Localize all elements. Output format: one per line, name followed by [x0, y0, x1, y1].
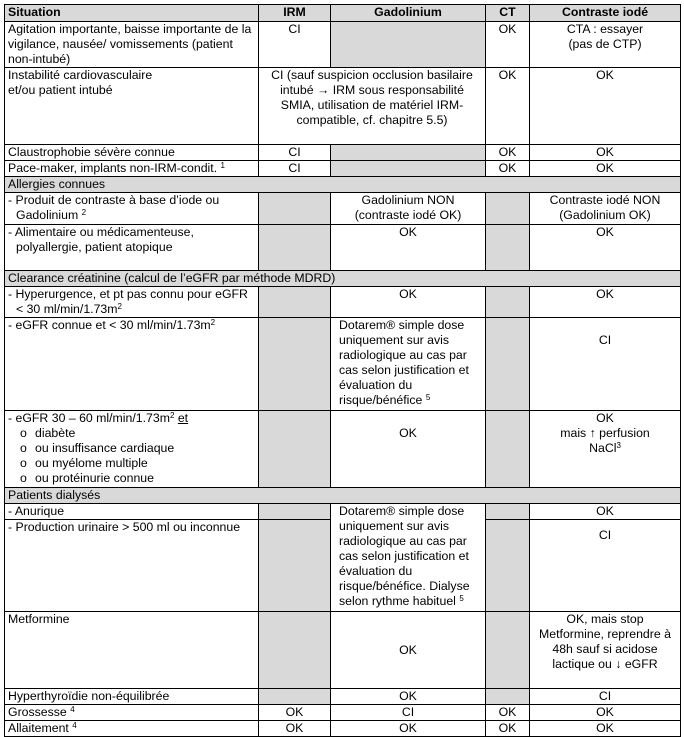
gadolinium-cell: OK: [331, 287, 486, 318]
table-row: [5, 411, 681, 488]
situation-cell: Agitation importante, baisse importante de la vigilance, nausée/ vomissements (patient non-intubé): [5, 22, 259, 68]
table-row: [5, 689, 681, 705]
gadolinium-cell: OK: [331, 721, 486, 737]
gadolinium-cell: OK: [331, 225, 486, 271]
header-contraste-iode: Contraste iodé: [530, 5, 681, 22]
footnote-ref: 4: [72, 721, 77, 730]
table-row: [5, 161, 681, 177]
table-row: [5, 225, 681, 271]
iode-cell: OK, mais stop Metformine, reprendre à 48h sauf si acidose lactique ou ↓ eGFR: [530, 612, 681, 689]
irm-cell: OK: [259, 721, 331, 737]
irm-cell: CI: [259, 161, 331, 177]
gadolinium-cell: OK: [331, 689, 486, 705]
irm-cell: [259, 612, 331, 689]
ct-cell: [486, 411, 530, 488]
situation-label: - Hyperurgence, et pt pas connu pour eGFR < 30 ml/min/1.73m: [8, 287, 248, 316]
irm-cell: OK: [259, 705, 331, 721]
header-gadolinium: Gadolinium: [331, 5, 486, 22]
irm-cell: [259, 225, 331, 271]
iode-cell: CI: [530, 520, 681, 612]
situation-cell: Metformine: [5, 612, 259, 689]
gadolinium-text: Dotarem® simple dose uniquement sur avis radiologique au cas par cas selon justification et évaluation du risque/bénéfice. Dialyse selon rythme habituel: [339, 504, 470, 608]
situation-cell: [5, 161, 259, 177]
gadolinium-cell: [331, 504, 486, 612]
footnote-ref: 3: [616, 441, 621, 450]
situation-text: [8, 287, 255, 317]
situation-text: Allaitement: [8, 721, 69, 735]
iode-cell: [530, 22, 681, 68]
gadolinium-line: (contraste iodé OK): [354, 208, 462, 222]
iode-line: mais ↑ perfusion: [560, 426, 650, 440]
irm-cell: [259, 287, 331, 318]
gadolinium-line: Gadolinium NON: [361, 193, 455, 207]
gadolinium-cell: [331, 193, 486, 225]
irm-cell: [259, 520, 331, 612]
situation-line: Instabilité cardiovasculaire: [8, 68, 153, 82]
ct-cell: [486, 193, 530, 225]
sub-item: o ou protéinurie connue: [8, 471, 255, 486]
conjunction-et: et: [177, 411, 189, 425]
situation-cell: [5, 68, 259, 145]
situation-text: - Production urinaire > 500 ml ou inconnue: [8, 520, 241, 534]
situation-cell: [5, 520, 259, 612]
table-row: [5, 504, 681, 520]
gadolinium-text: Dotarem® simple dose uniquement sur avis radiologique au cas par cas selon justification et évaluation du risque/bénéfice: [339, 318, 469, 407]
irm-cell: [259, 504, 331, 520]
table-row: [5, 193, 681, 225]
iode-line: [533, 441, 677, 456]
table-row: [5, 287, 681, 318]
ct-cell: OK: [486, 161, 530, 177]
gadolinium-cell: [331, 145, 486, 161]
superscript: 2: [169, 411, 175, 420]
section-row: [5, 271, 681, 287]
irm-cell: CI: [259, 145, 331, 161]
table-row: [5, 22, 681, 68]
situation-cell: Claustrophobie sévère connue: [5, 145, 259, 161]
situation-text: [8, 411, 255, 426]
iode-cell: CI: [530, 689, 681, 705]
gadolinium-cell: OK: [331, 411, 486, 488]
situation-text: - Anurique: [8, 504, 65, 518]
ct-cell: [486, 504, 530, 520]
situation-cell: [5, 193, 259, 225]
footnote-ref: 1: [220, 161, 225, 170]
iode-line: (Gadolinium OK): [559, 208, 651, 222]
gadolinium-cell: CI: [331, 705, 486, 721]
table-row: [5, 721, 681, 737]
table-row: [5, 705, 681, 721]
ct-cell: OK: [486, 705, 530, 721]
situation-label: - eGFR 30 – 60 ml/min/1.73m: [8, 411, 170, 425]
situation-label: - eGFR connue et < 30 ml/min/1.73m: [8, 318, 211, 332]
ct-cell: OK: [486, 145, 530, 161]
iode-line: CTA : essayer: [566, 22, 644, 36]
footnote-ref: 4: [70, 705, 75, 714]
header-ct: CT: [486, 5, 530, 22]
section-clearance: Clearance créatinine (calcul de l’eGFR par méthode MDRD): [5, 271, 681, 287]
ct-cell: OK: [486, 68, 530, 145]
footnote-ref: 5: [425, 393, 431, 402]
iode-cell: OK: [530, 225, 681, 271]
section-row: [5, 177, 681, 193]
ct-cell: [486, 287, 530, 318]
ct-cell: [486, 689, 530, 705]
ct-cell: [486, 225, 530, 271]
situation-line: et/ou patient intubé: [8, 83, 113, 97]
contrast-indications-table: [4, 4, 681, 737]
iode-cell: [530, 193, 681, 225]
situation-cell: [5, 705, 259, 721]
footnote-ref: 5: [459, 594, 464, 603]
iode-cell: OK: [530, 504, 681, 520]
superscript: 2: [210, 318, 216, 327]
gadolinium-cell: OK: [331, 612, 486, 689]
table-row: [5, 145, 681, 161]
iode-cell: OK: [530, 68, 681, 145]
sub-item: o ou myélome multiple: [8, 456, 255, 471]
irm-cell: [259, 689, 331, 705]
header-irm: IRM: [259, 5, 331, 22]
ct-cell: [486, 520, 530, 612]
gadolinium-cell: [331, 318, 486, 411]
gadolinium-cell: [331, 22, 486, 68]
irm-gadolinium-cell: CI (sauf suspicion occlusion basilaire intubé → IRM sous responsabilité SMIA, utilisation de matériel IRM-compatible, cf. chapitre 5.5): [259, 68, 486, 145]
situation-text: - Alimentaire ou médicamenteuse, polyallergie, patient atopique: [8, 225, 194, 254]
sub-item: o ou insuffisance cardiaque: [8, 441, 255, 456]
iode-label: NaCl: [589, 441, 617, 455]
header-row: [5, 5, 681, 22]
iode-cell: OK: [530, 705, 681, 721]
header-situation: Situation: [5, 5, 259, 22]
situation-text: [8, 318, 255, 333]
situation-cell: [5, 287, 259, 318]
table-row: [5, 612, 681, 689]
section-row: [5, 488, 681, 504]
table-row: [5, 68, 681, 145]
situation-text: Grossesse: [8, 705, 67, 719]
iode-cell: OK: [530, 287, 681, 318]
situation-cell: Hyperthyroïdie non-équilibrée: [5, 689, 259, 705]
ct-cell: OK: [486, 22, 530, 68]
superscript: 2: [117, 302, 122, 311]
ct-cell: [486, 318, 530, 411]
section-dialyse: Patients dialysés: [5, 488, 681, 504]
ct-cell: [486, 612, 530, 689]
situation-cell: [5, 318, 259, 411]
gadolinium-cell: [331, 161, 486, 177]
situation-text: Pace-maker, implants non-IRM-condit.: [8, 161, 218, 175]
iode-cell: OK: [530, 145, 681, 161]
situation-cell: [5, 721, 259, 737]
situation-cell: [5, 225, 259, 271]
situation-text: [8, 193, 255, 223]
iode-line: (pas de CTP): [568, 37, 642, 51]
footnote-ref: 2: [81, 208, 87, 217]
section-allergies: Allergies connues: [5, 177, 681, 193]
irm-cell: [259, 193, 331, 225]
sub-item: o diabète: [8, 426, 255, 441]
irm-cell: [259, 318, 331, 411]
situation-label: - Produit de contraste à base d’iode ou Gadolinium: [8, 193, 220, 222]
table-row: [5, 318, 681, 411]
iode-line: OK: [596, 411, 614, 425]
iode-cell: OK: [530, 721, 681, 737]
irm-cell: CI: [259, 22, 331, 68]
iode-cell: OK: [530, 161, 681, 177]
ct-cell: OK: [486, 721, 530, 737]
situation-cell: [5, 411, 259, 488]
iode-cell: CI: [530, 318, 681, 411]
irm-cell: [259, 411, 331, 488]
iode-cell: [530, 411, 681, 488]
situation-cell: [5, 504, 259, 520]
iode-line: Contraste iodé NON: [549, 193, 661, 207]
